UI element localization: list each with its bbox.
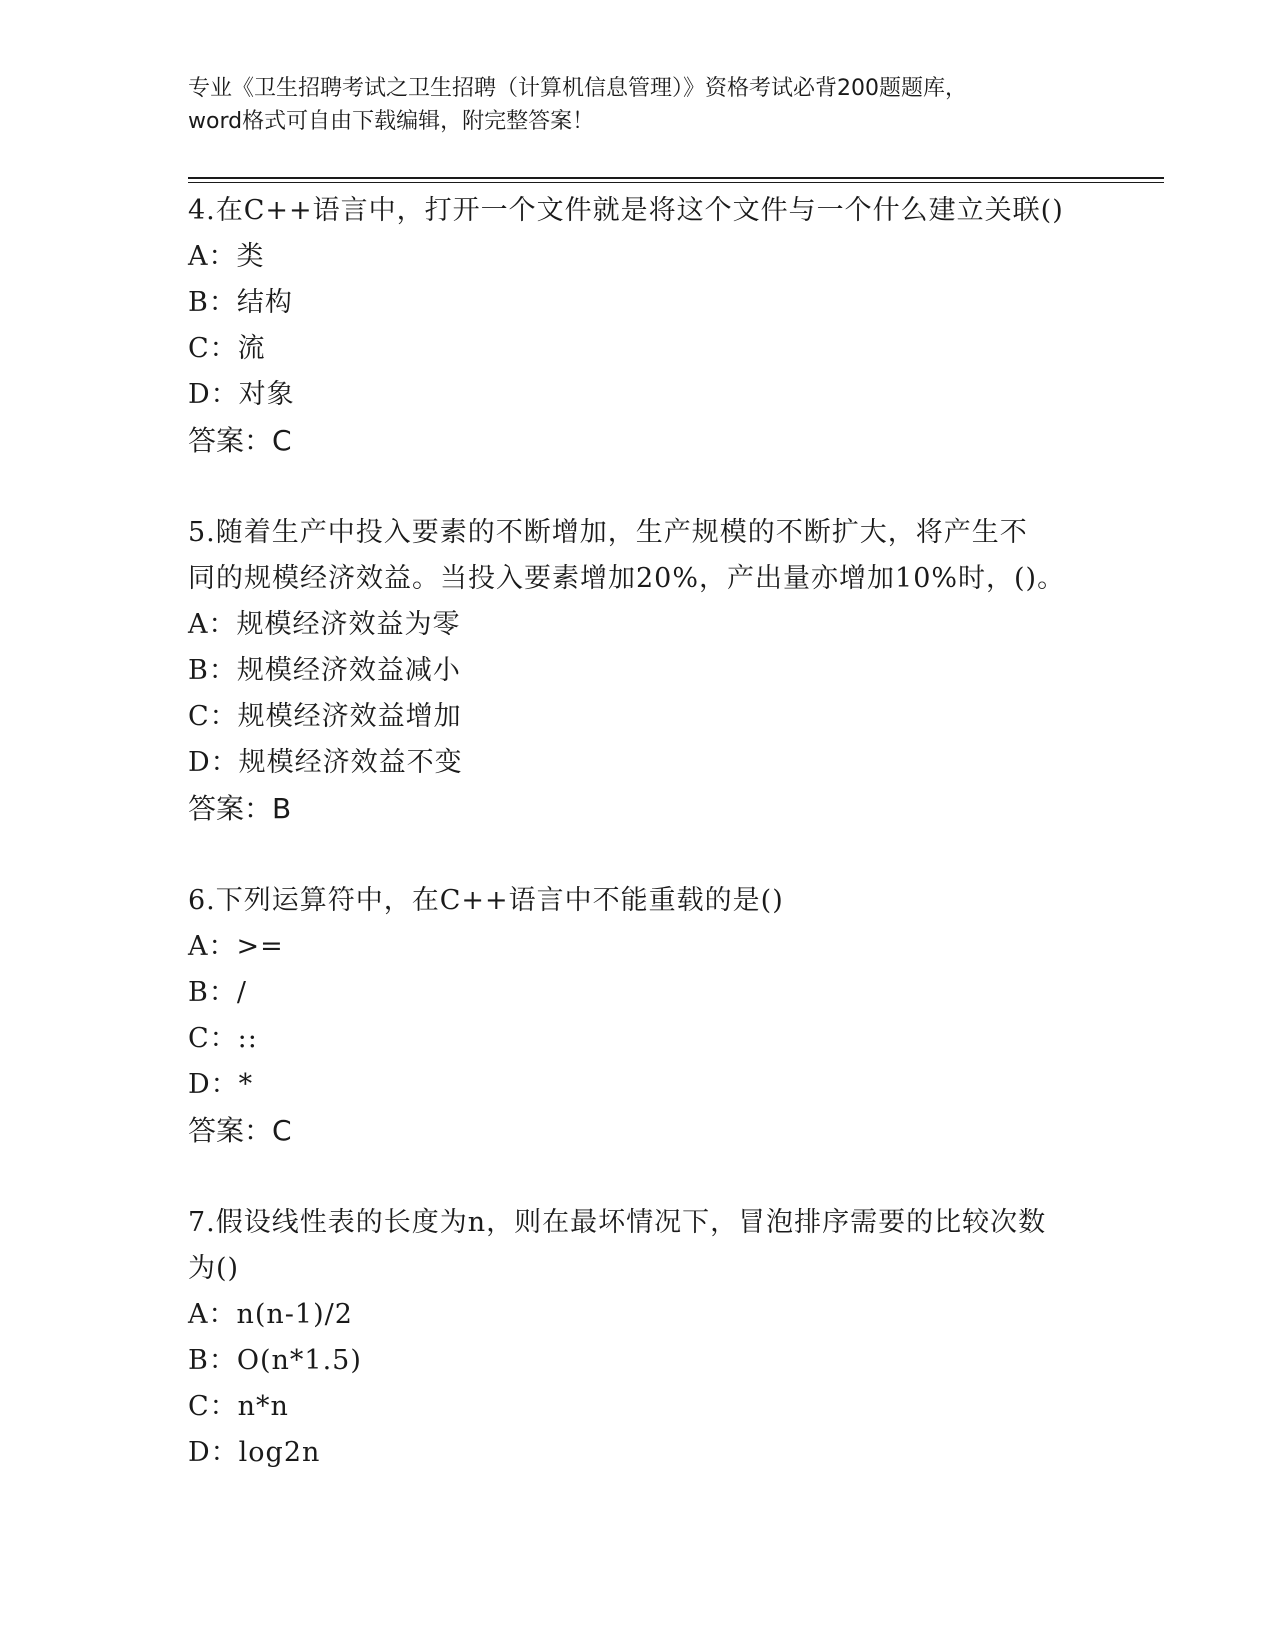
question-spacer [188, 832, 1088, 878]
header-divider-thick [188, 177, 1164, 179]
option-c: C：n*n [188, 1391, 289, 1422]
question-list [188, 188, 1088, 1476]
option-d: D：规模经济效益不变 [188, 747, 463, 778]
option-a: A：>= [188, 931, 284, 962]
option-c: C：:: [188, 1023, 258, 1054]
question-spacer [188, 1154, 1088, 1200]
question-spacer [188, 464, 1088, 510]
question-stem-line-2: 同的规模经济效益。当投入要素增加20%，产出量亦增加10%时，()。 [188, 563, 1066, 594]
question-stem-line-1: 5.随着生产中投入要素的不断增加，生产规模的不断扩大，将产生不 [188, 517, 1028, 548]
question-7 [188, 1200, 1088, 1476]
option-d: D：对象 [188, 379, 295, 410]
question-stem-line-2: 为() [188, 1253, 240, 1284]
header-divider-thin [188, 182, 1164, 183]
option-b: B：规模经济效益减小 [188, 655, 461, 686]
header-line-1: 专业《卫生招聘考试之卫生招聘（计算机信息管理）》资格考试必背200题题库， [188, 76, 967, 101]
question-6 [188, 878, 1088, 1154]
option-b: B：/ [188, 977, 247, 1008]
option-a: A：n(n-1)/2 [188, 1299, 353, 1330]
answer-label: 答案：C [188, 1114, 292, 1147]
answer-label: 答案：C [188, 424, 292, 457]
option-b: B：结构 [188, 287, 293, 318]
question-stem-line-1: 7.假设线性表的长度为n，则在最坏情况下，冒泡排序需要的比较次数 [188, 1207, 1047, 1238]
option-c: C：流 [188, 333, 266, 364]
question-stem: 4.在C++语言中，打开一个文件就是将这个文件与一个什么建立关联() [188, 195, 1064, 226]
option-a: A：规模经济效益为零 [188, 609, 461, 640]
answer-label: 答案：B [188, 792, 292, 825]
question-5 [188, 510, 1088, 832]
question-4 [188, 188, 1088, 464]
option-b: B：O(n*1.5) [188, 1345, 362, 1376]
question-stem: 6.下列运算符中，在C++语言中不能重载的是() [188, 885, 784, 916]
option-d: D：log2n [188, 1437, 321, 1468]
header-line-2: word格式可自由下载编辑，附完整答案！ [188, 109, 595, 134]
option-c: C：规模经济效益增加 [188, 701, 462, 732]
option-a: A：类 [188, 241, 265, 272]
option-d: D：* [188, 1069, 254, 1100]
document-header [188, 72, 1088, 138]
